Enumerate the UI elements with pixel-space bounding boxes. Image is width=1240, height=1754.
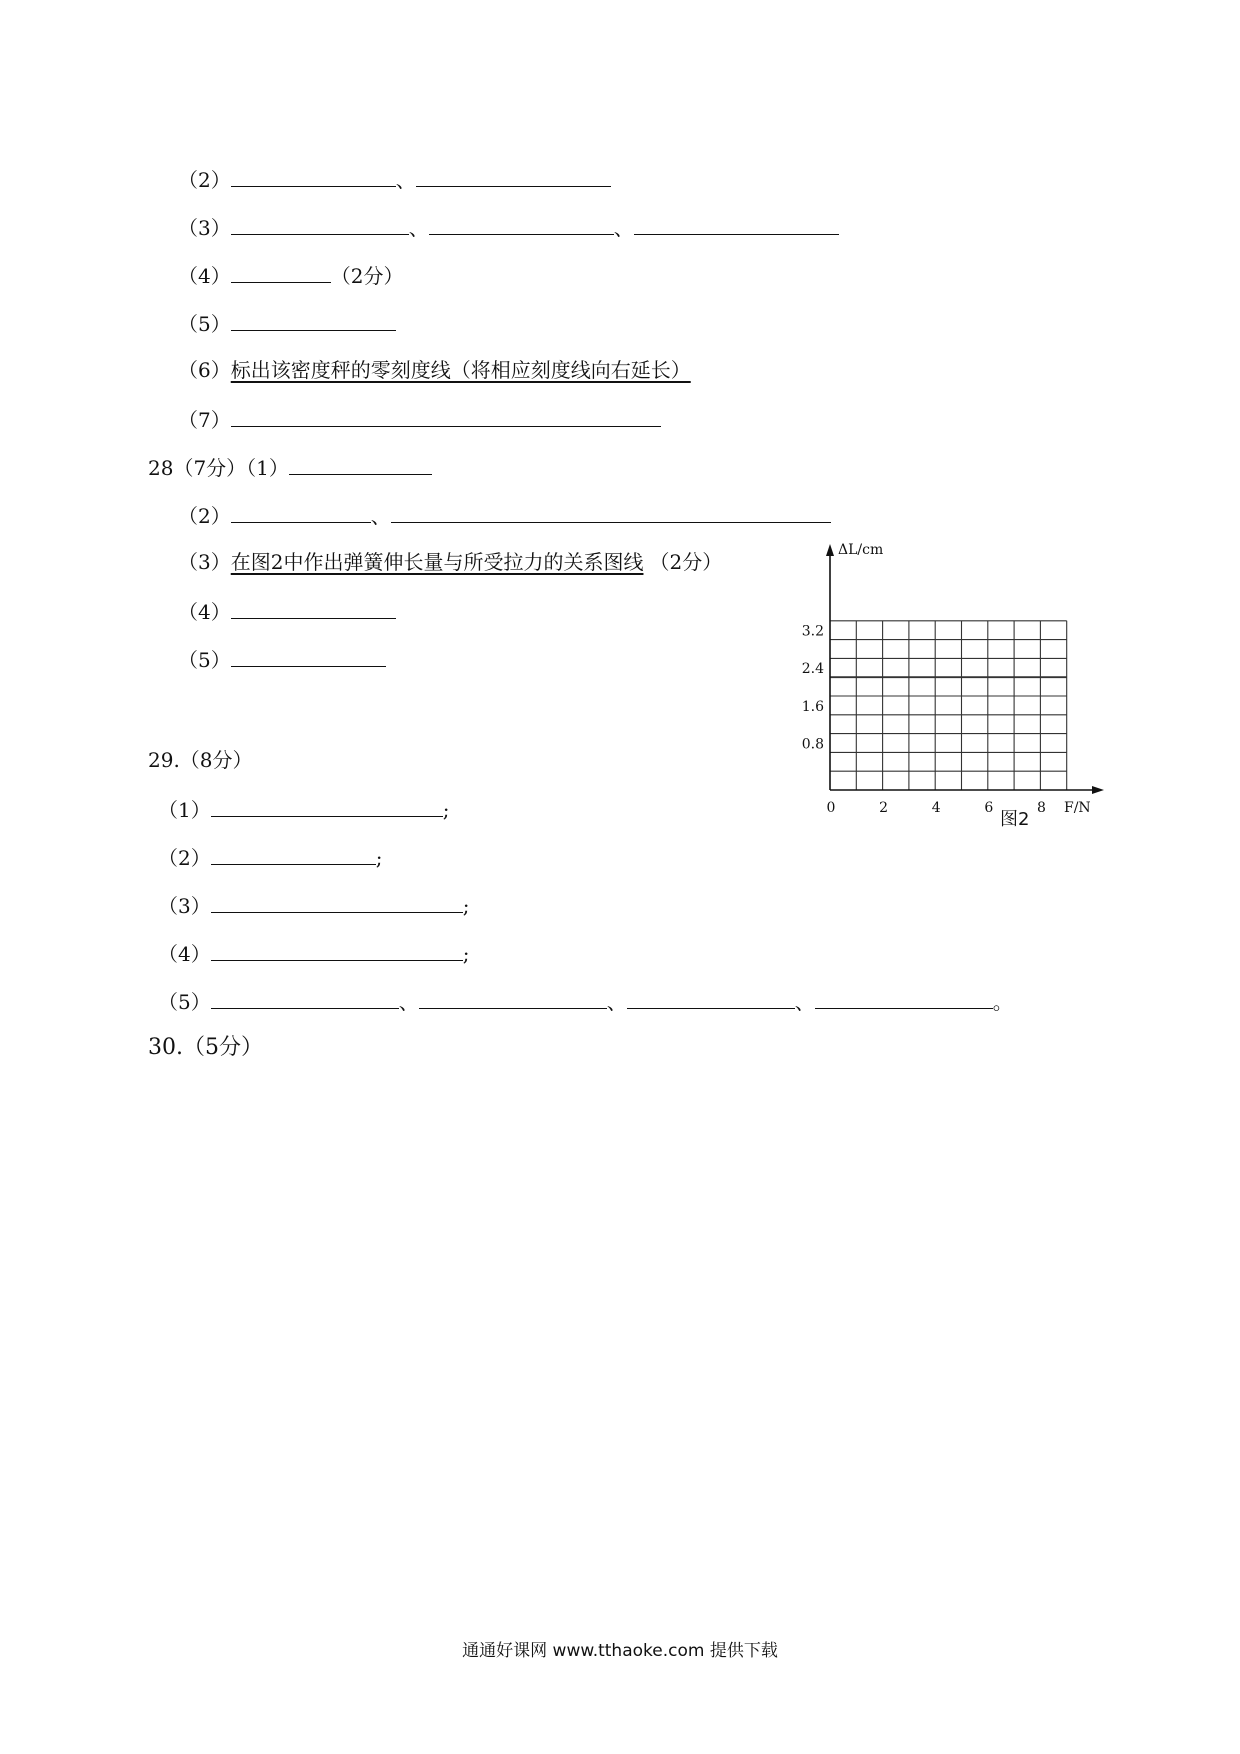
q27-part3-label: （3） [178, 216, 231, 240]
q29-part4-blank[interactable] [211, 940, 463, 961]
q30-head: 30.（5分） [148, 1035, 263, 1060]
y-tick-label: 1.6 [801, 698, 824, 715]
figure-caption: 图2 [1000, 809, 1030, 830]
q27-part3-sep-a: 、 [408, 216, 429, 240]
q29-part3-end: ; [462, 894, 470, 918]
q29-part4-label: （4） [158, 942, 211, 966]
q27-part2 [178, 166, 611, 192]
q29-part5-sep-b: 、 [606, 990, 627, 1014]
q29-part1-label: （1） [158, 798, 211, 822]
q27-part7-blank[interactable] [231, 406, 661, 427]
q29-part2 [158, 844, 382, 870]
q27-part7 [178, 406, 661, 432]
q27-part5-blank[interactable] [231, 310, 396, 331]
q29-part5-end: 。 [992, 990, 1013, 1014]
q28-part4-label: （4） [178, 600, 231, 624]
q29-part4-end: ; [462, 942, 470, 966]
q28-head: 28（7分）（1） [148, 456, 289, 480]
q27-part7-label: （7） [178, 408, 231, 432]
y-axis-arrow [826, 544, 834, 556]
q28-part2-blank-b[interactable] [391, 502, 831, 523]
q27-part4-label: （4） [178, 264, 231, 288]
x-axis-label: F/N [1064, 800, 1091, 816]
q27-part2-label: （2） [178, 168, 231, 192]
q29-part2-end: ; [375, 846, 383, 870]
q29-part2-blank[interactable] [211, 844, 376, 865]
q29-part5-sep-c: 、 [794, 990, 815, 1014]
x-tick-label: 2 [879, 800, 889, 816]
q29-part2-label: （2） [158, 846, 211, 870]
q28-header [148, 454, 432, 480]
y-tick-label: 2.4 [801, 661, 824, 678]
page-footer: 通通好课网 www.tthaoke.com 提供下载 [462, 1641, 778, 1661]
q27-part5-label: （5） [178, 312, 231, 336]
q29-part5-sep-a: 、 [398, 990, 419, 1014]
q27-part3-blank-b[interactable] [429, 214, 614, 235]
q28-part4-blank[interactable] [231, 598, 396, 619]
q28-part5-label: （5） [178, 648, 231, 672]
y-tick-label: 3.2 [801, 623, 824, 640]
q29-header [148, 748, 253, 772]
q29-head: 29.（8分） [148, 748, 253, 772]
q27-part3-blank-a[interactable] [231, 214, 409, 235]
q27-part5 [178, 310, 396, 336]
q27-part3 [178, 214, 839, 240]
q28-part2-blank-a[interactable] [231, 502, 371, 523]
x-tick-label: 0 [826, 800, 836, 816]
figure-2-svg[interactable] [800, 540, 1110, 830]
q29-part5-blank-a[interactable] [211, 988, 399, 1009]
q27-part3-sep-b: 、 [613, 216, 634, 240]
q30-header [148, 1036, 263, 1060]
q29-part3 [158, 892, 469, 918]
q29-part5-blank-b[interactable] [419, 988, 607, 1009]
q27-part6-text: 标出该密度秤的零刻度线（将相应刻度线向右延长） [230, 358, 691, 382]
q27-part4-blank[interactable] [231, 262, 331, 283]
q28-part4 [178, 598, 396, 624]
q28-part3-text: 在图2中作出弹簧伸长量与所受拉力的关系图线 [230, 550, 644, 574]
q28-part5 [178, 646, 386, 672]
x-tick-label: 8 [1036, 800, 1046, 816]
q29-part5-label: （5） [158, 990, 211, 1014]
x-axis-arrow [1092, 786, 1104, 794]
y-tick-label: 0.8 [801, 736, 824, 753]
q28-part1-blank[interactable] [289, 454, 432, 475]
q29-part1-blank[interactable] [211, 796, 443, 817]
q27-part4-score: （2分） [330, 264, 404, 288]
figure-2-chart [800, 540, 1110, 830]
q29-part5-blank-d[interactable] [815, 988, 993, 1009]
q28-part3-score: （2分） [649, 550, 723, 574]
q28-part2-label: （2） [178, 504, 231, 528]
q29-part3-blank[interactable] [211, 892, 463, 913]
q29-part3-label: （3） [158, 894, 211, 918]
x-tick-label: 4 [931, 800, 941, 816]
x-tick-label: 6 [984, 800, 994, 816]
q29-part5-blank-c[interactable] [627, 988, 795, 1009]
y-axis-label: ΔL/cm [838, 542, 884, 558]
q27-part6-label: （6） [178, 358, 231, 382]
q29-part4 [158, 940, 469, 966]
q28-part3-label: （3） [178, 550, 231, 574]
q27-part3-blank-c[interactable] [634, 214, 839, 235]
q28-part3 [178, 550, 722, 574]
q29-part1-end: ; [442, 798, 450, 822]
q29-part5 [158, 988, 1013, 1014]
q27-part4 [178, 262, 403, 288]
q28-part5-blank[interactable] [231, 646, 386, 667]
q29-part1 [158, 796, 449, 822]
q28-part2-sep: 、 [370, 504, 391, 528]
q27-part6 [178, 358, 691, 382]
q28-part2 [178, 502, 831, 528]
q27-part2-sep: 、 [395, 168, 416, 192]
q27-part2-blank-b[interactable] [416, 166, 611, 187]
q27-part2-blank-a[interactable] [231, 166, 396, 187]
